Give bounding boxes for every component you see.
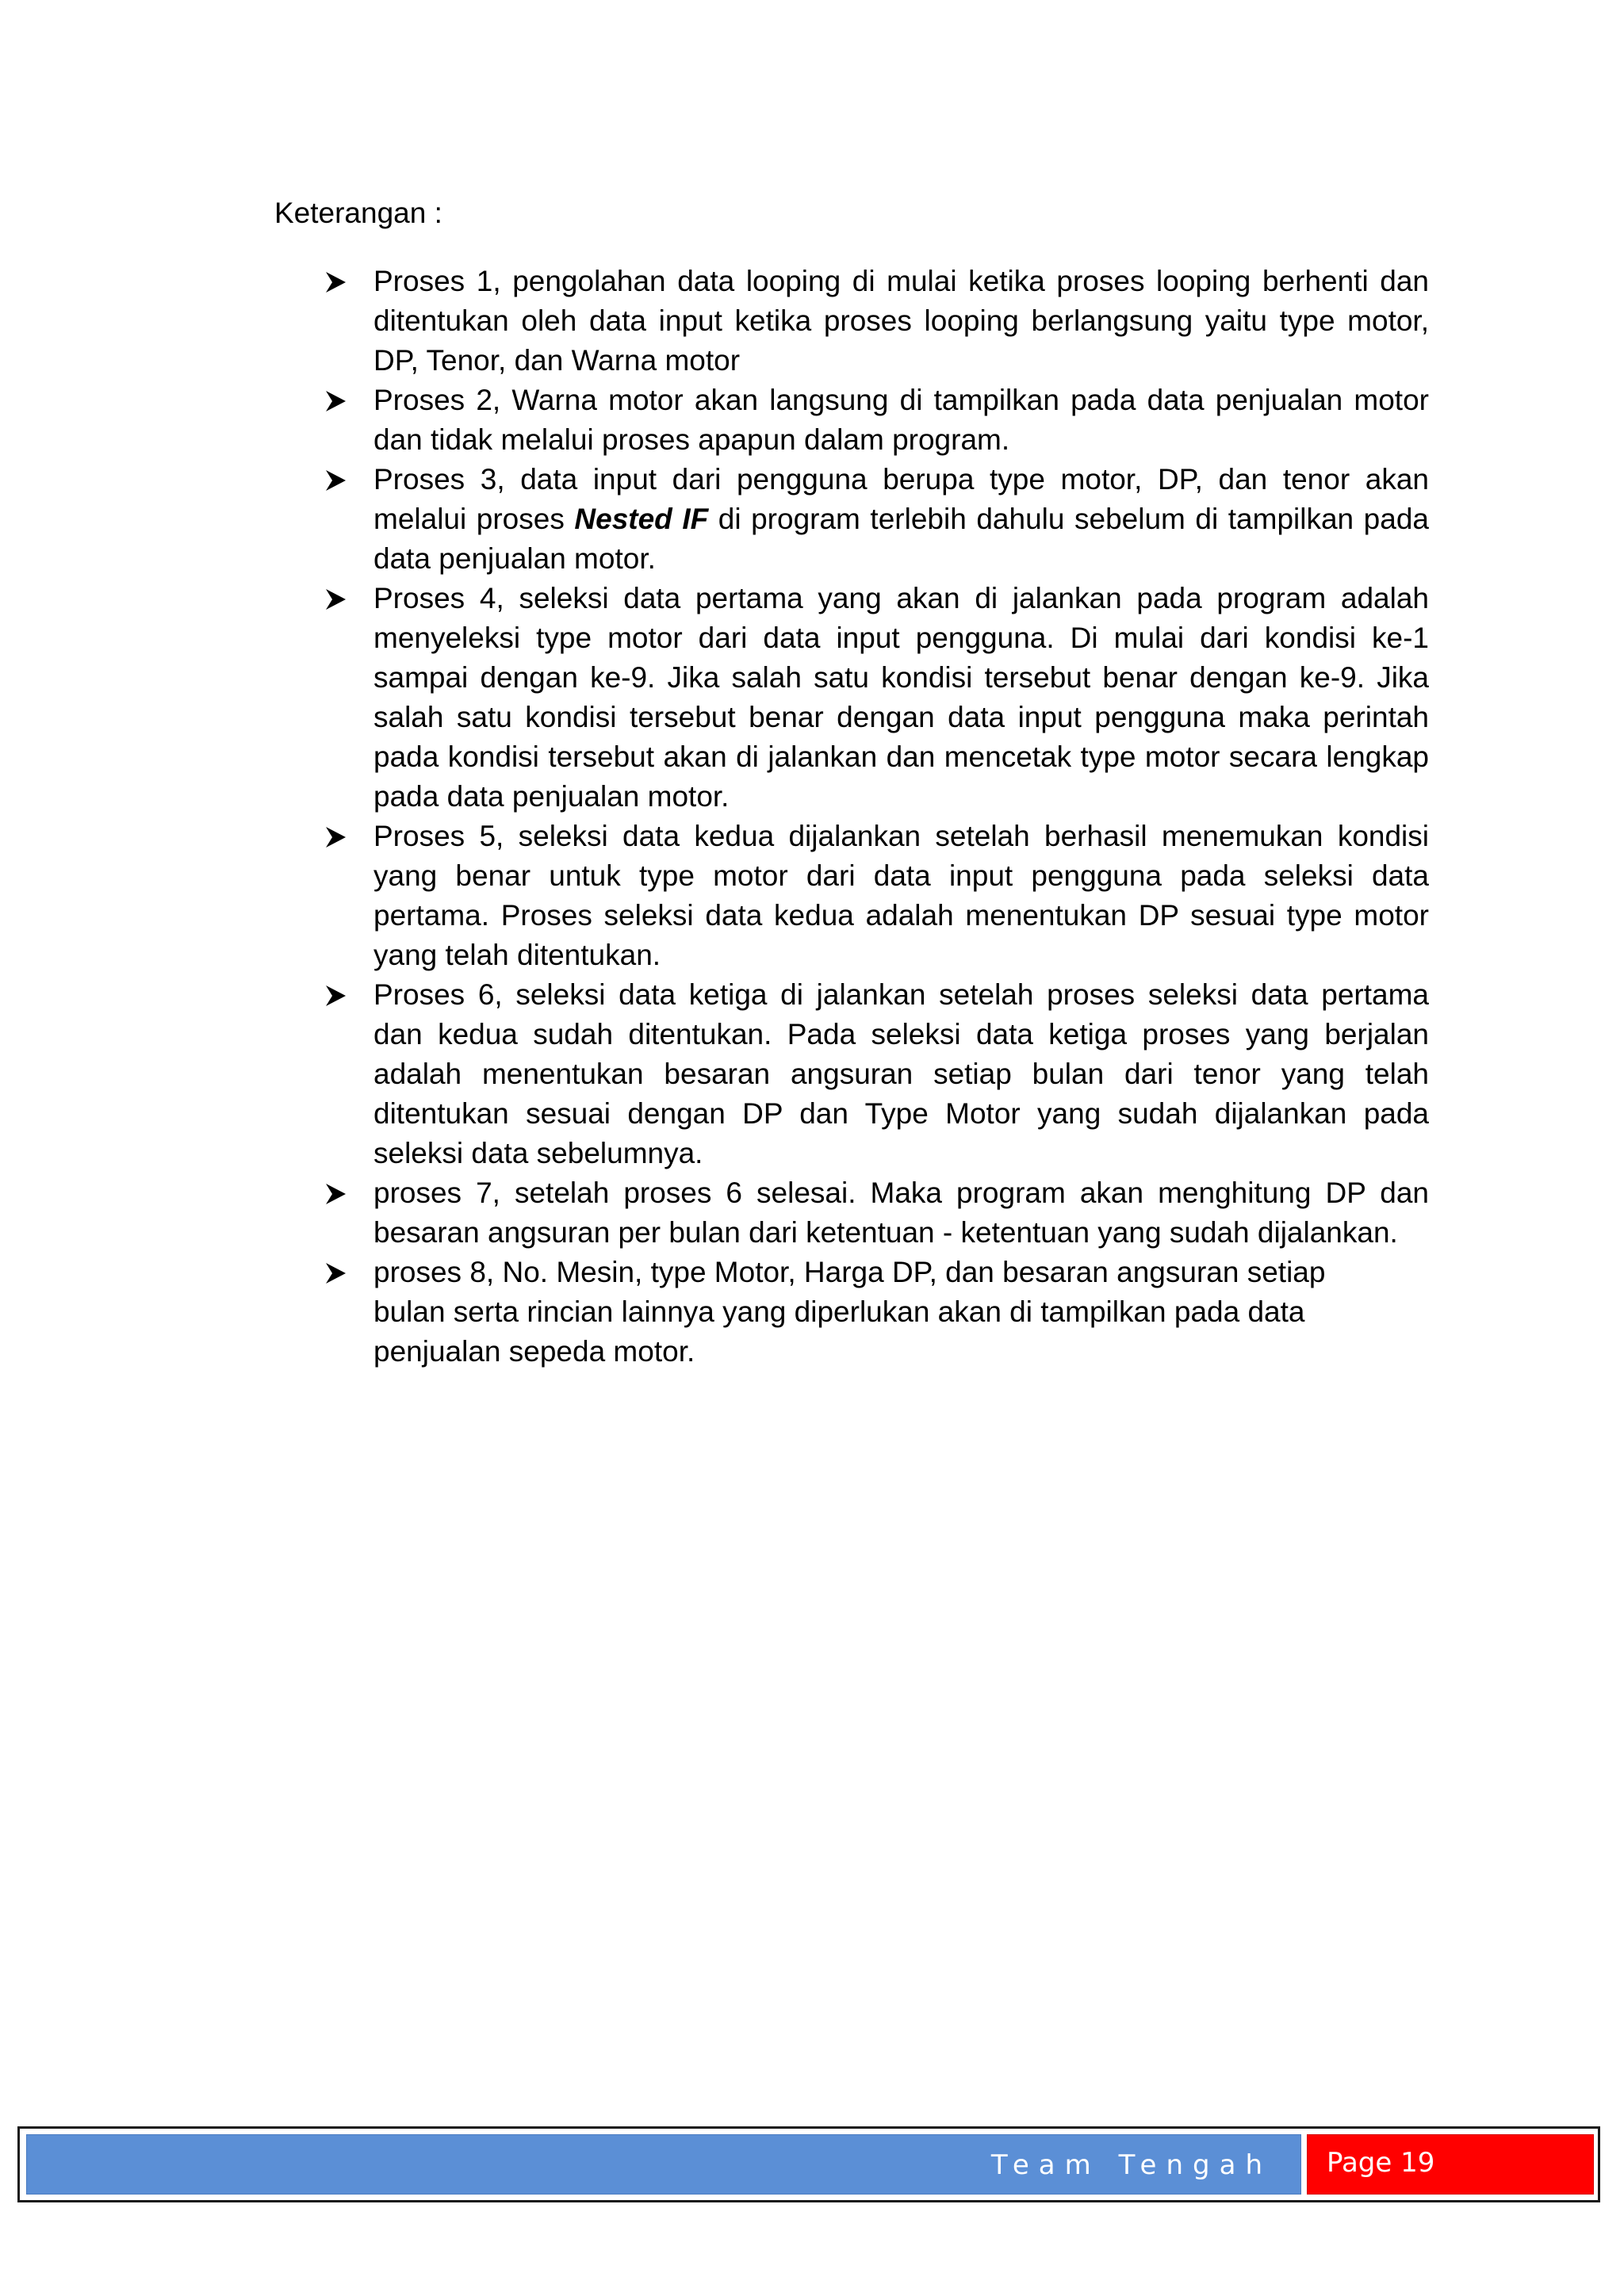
list-item-text: Proses 6, seleksi data ketiga di jalankan setelah proses seleksi data pertama dan kedua sudah ditentukan. Pada seleksi data ketiga proses yang berjalan adalah menentukan besaran angsuran setiap bulan dari tenor yang telah ditentukan sesuai dengan DP dan Type Motor yang sudah dijalankan pada seleksi data sebelumnya. <box>373 978 1429 1169</box>
footer-team-label: Team Tengah <box>990 2149 1272 2181</box>
list-item-text: proses 7, setelah proses 6 selesai. Maka program akan menghitung DP dan besaran angsuran per bulan dari ketentuan - ketentuan yang sudah dijalankan. <box>373 1177 1429 1249</box>
list-item <box>324 817 1429 975</box>
process-list <box>324 262 1429 1372</box>
list-item <box>324 460 1429 579</box>
arrowhead-bullet-icon <box>324 1173 347 1213</box>
arrowhead-bullet-icon <box>324 381 347 420</box>
list-item <box>324 579 1429 817</box>
arrowhead-bullet-icon <box>324 579 347 618</box>
page-number: Page 19 <box>1327 2147 1435 2179</box>
arrowhead-bullet-icon <box>324 817 347 856</box>
footer-page-box <box>1307 2134 1594 2195</box>
list-item <box>324 975 1429 1173</box>
list-item-text: Proses 2, Warna motor akan langsung di tampilkan pada data penjualan motor dan tidak melalui proses apapun dalam program. <box>373 384 1429 456</box>
arrowhead-bullet-icon <box>324 975 347 1015</box>
list-item <box>324 1253 1429 1372</box>
section-heading: Keterangan : <box>274 197 442 229</box>
arrowhead-bullet-icon <box>324 1253 347 1292</box>
nested-if-emphasis: Nested IF <box>574 503 709 535</box>
list-item <box>324 381 1429 460</box>
list-item-text: proses 8, No. Mesin, type Motor, Harga DP, dan besaran angsuran setiap bulan serta rincian lainnya yang diperlukan akan di tampilkan pada data penjualan sepeda motor. <box>373 1256 1326 1368</box>
arrowhead-bullet-icon <box>324 460 347 499</box>
list-item-text-continued: di program terlebih dahulu sebelum di tampilkan pada data penjualan motor. <box>373 503 1429 575</box>
list-item-text: Proses 5, seleksi data kedua dijalankan setelah berhasil menemukan kondisi yang benar untuk type motor dari data input pengguna pada seleksi data pertama. Proses seleksi data kedua adalah menentukan DP sesuai type motor yang telah ditentukan. <box>373 820 1429 971</box>
list-item <box>324 262 1429 381</box>
list-item-text: Proses 4, seleksi data pertama yang akan di jalankan pada program adalah menyeleksi type motor dari data input pengguna. Di mulai dari kondisi ke-1 sampai dengan ke-9. Jika salah satu kondisi tersebut benar dengan ke-9. Jika salah satu kondisi tersebut benar dengan data input pengguna maka perintah pada kondisi tersebut akan di jalankan dan mencetak type motor secara lengkap pada data penjualan motor. <box>373 582 1429 813</box>
arrowhead-bullet-icon <box>324 262 347 301</box>
footer-team-bar <box>26 2134 1301 2195</box>
list-item-text: Proses 1, pengolahan data looping di mulai ketika proses looping berhenti dan ditentukan oleh data input ketika proses looping berlangsung yaitu type motor, DP, Tenor, dan Warna motor <box>373 265 1429 377</box>
list-item-text: Proses 3, data input dari pengguna berupa type motor, DP, dan tenor akan melalui proses <box>373 463 1429 535</box>
list-item <box>324 1173 1429 1253</box>
